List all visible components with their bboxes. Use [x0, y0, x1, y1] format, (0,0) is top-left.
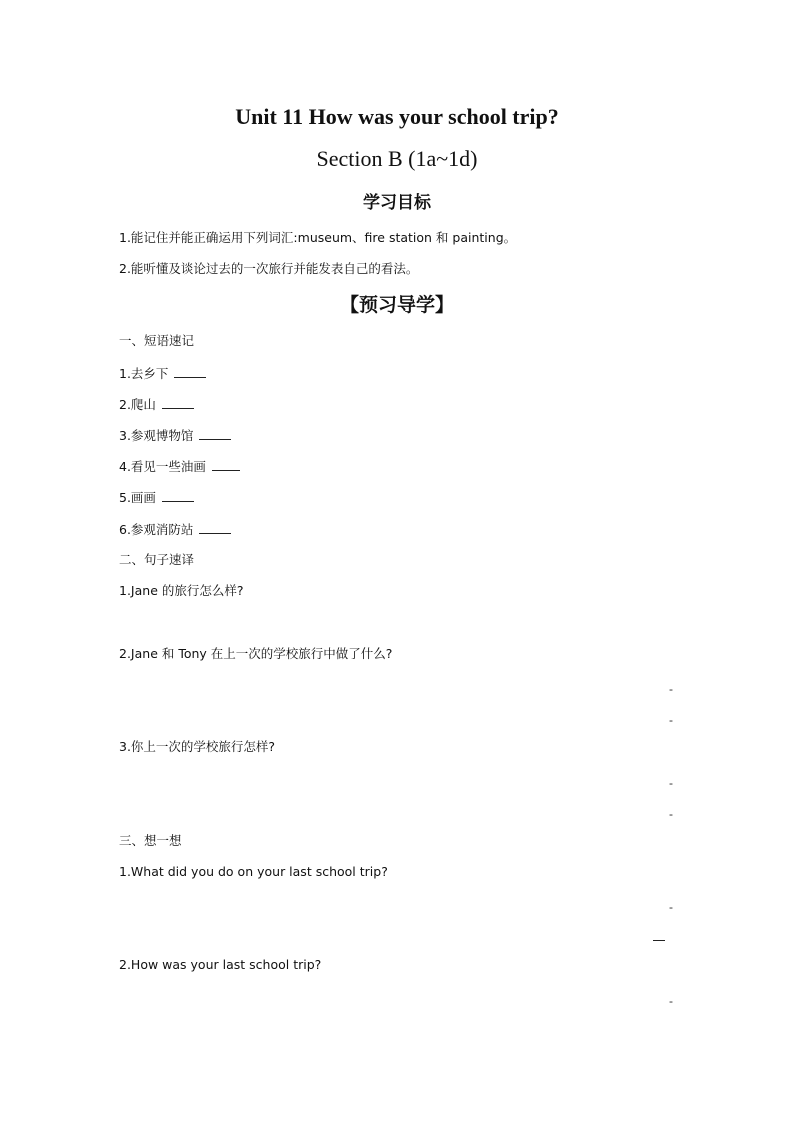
goals-heading: 学习目标 [363, 193, 431, 213]
translate-item-2: 2.Jane 和 Tony 在上一次的学校旅行中做了什么? [119, 646, 393, 661]
answer-line-mark: - [669, 900, 673, 914]
page-subtitle: Section B (1a~1d) [316, 146, 478, 171]
phrase-item [119, 489, 194, 506]
part3-heading: 三、想一想 [119, 833, 182, 848]
goal-item-2: 2.能听懂及谈论过去的一次旅行并能发表自己的看法。 [119, 261, 419, 276]
phrase-label: 3.参观博物馆 [119, 428, 194, 443]
think-item-1: 1.What did you do on your last school trip? [119, 864, 388, 879]
phrase-item [119, 458, 240, 475]
phrase-label: 2.爬山 [119, 397, 156, 412]
answer-blank[interactable] [162, 396, 194, 409]
translate-item-1: 1.Jane 的旅行怎么样? [119, 583, 244, 598]
answer-blank[interactable] [199, 427, 231, 440]
phrase-label: 1.去乡下 [119, 366, 169, 381]
answer-blank[interactable] [199, 521, 231, 534]
phrase-item [119, 396, 194, 413]
phrase-item [119, 427, 231, 444]
answer-blank[interactable] [212, 458, 240, 471]
phrase-item [119, 365, 206, 382]
page-title: Unit 11 How was your school trip? [235, 104, 559, 129]
phrase-item [119, 521, 231, 538]
answer-line-mark [653, 940, 665, 941]
phrase-label: 5.画画 [119, 490, 156, 505]
answer-line-mark: - [669, 776, 673, 790]
part2-heading: 二、句子速译 [119, 552, 195, 567]
answer-line-mark: - [669, 994, 673, 1008]
phrase-label: 6.参观消防站 [119, 522, 194, 537]
translate-item-3: 3.你上一次的学校旅行怎样? [119, 739, 276, 754]
answer-line-mark: - [669, 682, 673, 696]
answer-blank[interactable] [162, 489, 194, 502]
answer-line-mark: - [669, 807, 673, 821]
goal-item-1: 1.能记住并能正确运用下列词汇:museum、fire station 和 painting。 [119, 230, 517, 245]
phrase-label: 4.看见一些油画 [119, 459, 206, 474]
part1-heading: 一、短语速记 [119, 333, 195, 348]
preview-heading: 【预习导学】 [339, 294, 454, 316]
answer-blank[interactable] [174, 365, 206, 378]
think-item-2: 2.How was your last school trip? [119, 957, 322, 972]
answer-line-mark: - [669, 713, 673, 727]
